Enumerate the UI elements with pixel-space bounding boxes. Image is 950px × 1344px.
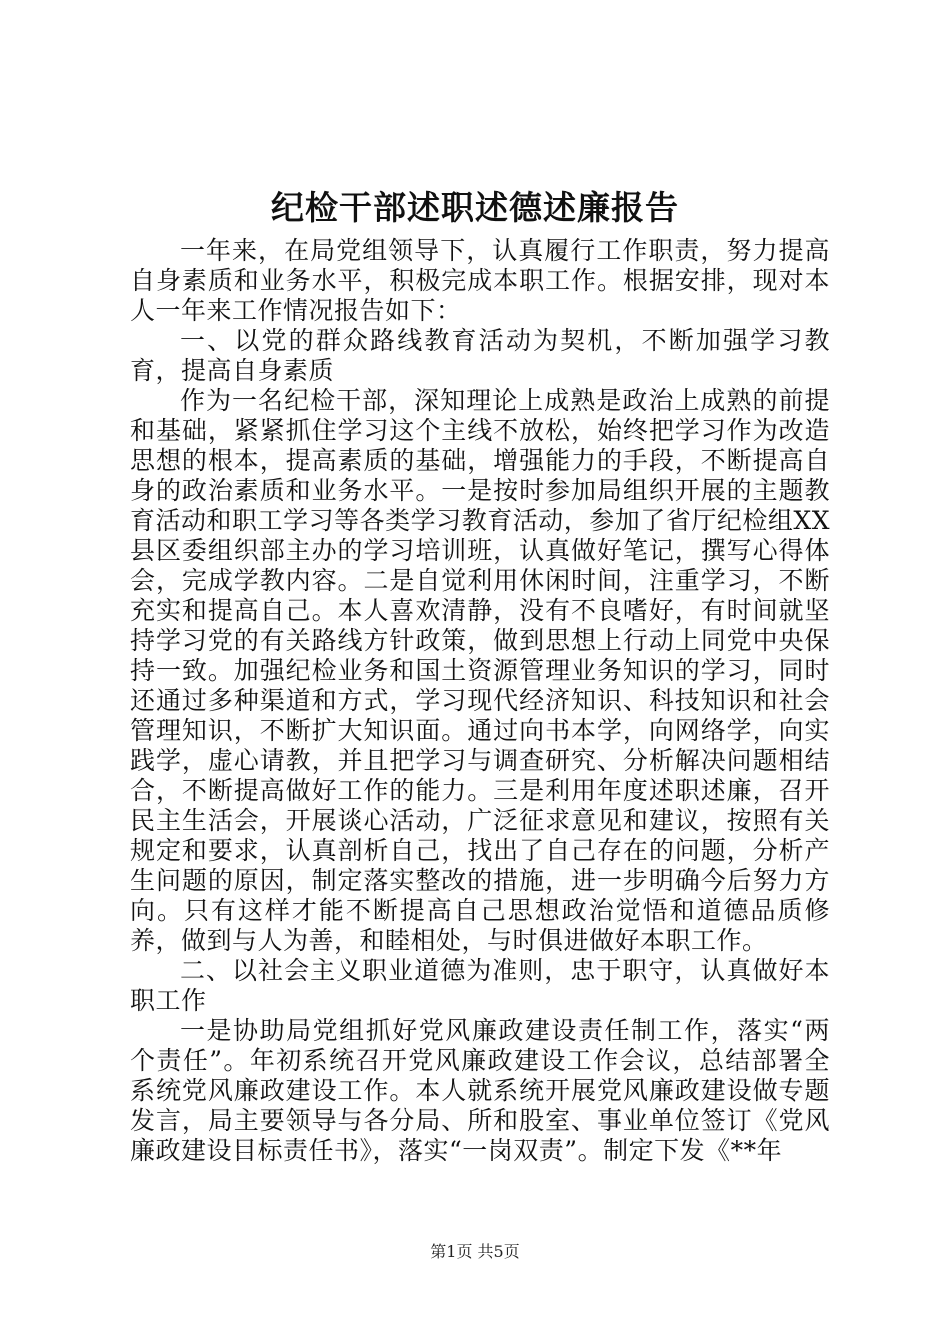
page-number-footer: 第1页 共5页	[430, 1242, 520, 1261]
paragraph-study: 作为一名纪检干部，深知理论上成熟是政治上成熟的前提和基础，紧紧抓住学习这个主线不放松，始终把学习作为改造思想的根本，提高素质的基础，增强能力的手段，不断提高自身的政治素质和业务水平。一是按时参加局组织开展的主题教育活动和职工学习等各类学习教育活动，参加了省厅纪检组XX县区委组织部主办的学习培训班，认真做好笔记，撰写心得体会，完成学教内容。二是自觉利用休闲时间，注重学习，不断充实和提高自己。本人喜欢清静，没有不良嗜好，有时间就坚持学习党的有关路线方针政策，做到思想上行动上同党中央保持一致。加强纪检业务和国土资源管理业务知识的学习，同时还通过多种渠道和方式，学习现代经济知识、科技知识和社会管理知识，不断扩大知识面。通过向书本学，向网络学，向实践学，虚心请教，并且把学习与调查研究、分析解决问题相结合，不断提高做好工作的能力。三是利用年度述职述廉，召开民主生活会，开展谈心活动，广泛征求意见和建议，按照有关规定和要求，认真剖析自己，找出了自己存在的问题，分析产生问题的原因，制定落实整改的措施，进一步明确今后努力方向。只有这样才能不断提高自己思想政治觉悟和道德品质修养，做到与人为善，和睦相处，与时俱进做好本职工作。	[130, 386, 830, 955]
document-title: 纪检干部述职述德述廉报告	[271, 188, 679, 227]
paragraph-duty: 一是协助局党组抓好党风廉政建设责任制工作，落实“两个责任”。年初系统召开党风廉政建设工作会议，总结部署全系统党风廉政建设工作。本人就系统开展党风廉政建设做专题发言，局主要领导与各分局、所和股室、事业单位签订《党风廉政建设目标责任书》，落实“一岗双责”。制定下发《**年	[130, 1016, 830, 1165]
paragraph-intro: 一年来，在局党组领导下，认真履行工作职责，努力提高自身素质和业务水平，积极完成本职工作。根据安排，现对本人一年来工作情况报告如下：	[130, 236, 830, 325]
document-body	[130, 236, 830, 1166]
section-heading-2: 二、以社会主义职业道德为准则，忠于职守，认真做好本职工作	[130, 956, 830, 1015]
section-heading-1: 一、以党的群众路线教育活动为契机，不断加强学习教育，提高自身素质	[130, 326, 830, 385]
